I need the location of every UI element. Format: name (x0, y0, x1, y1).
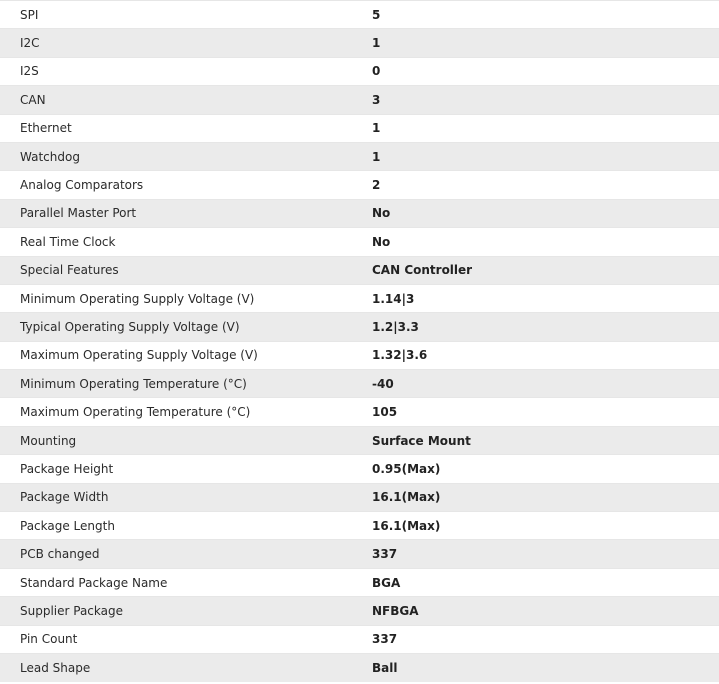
spec-label: Minimum Operating Temperature (°C) (20, 376, 247, 391)
spec-label: Mounting (20, 433, 77, 448)
spec-label: Standard Package Name (20, 575, 168, 590)
table-row (0, 597, 719, 625)
spec-label: Typical Operating Supply Voltage (V) (20, 319, 240, 334)
table-row (0, 142, 719, 170)
spec-label: I2S (20, 64, 39, 79)
spec-value: CAN Controller (372, 263, 473, 278)
spec-value: 16.1(Max) (372, 490, 441, 505)
table-row (0, 86, 719, 114)
table-row (0, 57, 719, 85)
spec-value: 0.95(Max) (372, 461, 441, 476)
spec-value: 337 (372, 547, 398, 562)
spec-value: 5 (372, 7, 381, 22)
spec-label: Pin Count (20, 632, 78, 647)
spec-label: Supplier Package (20, 603, 123, 618)
spec-label: SPI (20, 7, 39, 22)
spec-value: NFBGA (372, 603, 419, 618)
table-row (0, 512, 719, 540)
spec-label: Watchdog (20, 149, 80, 164)
spec-label: Package Height (20, 461, 114, 476)
spec-value: 1.32|3.6 (372, 348, 428, 363)
spec-value: 2 (372, 178, 381, 193)
spec-label: CAN (20, 92, 46, 107)
spec-value: 1.14|3 (372, 291, 415, 306)
spec-label: Minimum Operating Supply Voltage (V) (20, 291, 255, 306)
table-row (0, 625, 719, 653)
table-row (0, 455, 719, 483)
table-row (0, 199, 719, 227)
spec-table-body (0, 1, 719, 682)
spec-label: Package Length (20, 518, 115, 533)
table-row (0, 483, 719, 511)
table-row (0, 228, 719, 256)
spec-label: PCB changed (20, 547, 100, 562)
spec-value: Ball (372, 660, 398, 675)
spec-label: Parallel Master Port (20, 206, 137, 221)
table-row (0, 1, 719, 29)
table-row (0, 426, 719, 454)
spec-value: 3 (372, 92, 381, 107)
spec-label: Ethernet (20, 121, 72, 136)
spec-label: Package Width (20, 490, 109, 505)
table-row (0, 29, 719, 57)
table-row (0, 398, 719, 426)
table-row (0, 256, 719, 284)
spec-value: -40 (372, 376, 394, 391)
spec-label: Lead Shape (20, 660, 91, 675)
spec-value: 1 (372, 121, 381, 136)
spec-value: 1.2|3.3 (372, 319, 419, 334)
spec-label: Maximum Operating Temperature (°C) (20, 405, 251, 420)
spec-label: Maximum Operating Supply Voltage (V) (20, 348, 258, 363)
spec-value: 1 (372, 36, 381, 51)
spec-value: 337 (372, 632, 398, 647)
table-row (0, 171, 719, 199)
spec-label: Special Features (20, 263, 119, 278)
spec-value: 1 (372, 149, 381, 164)
table-row (0, 370, 719, 398)
spec-label: I2C (20, 36, 40, 51)
table-row (0, 114, 719, 142)
table-row (0, 568, 719, 596)
table-row (0, 540, 719, 568)
spec-value: No (372, 234, 391, 249)
spec-value: 0 (372, 64, 381, 79)
table-row (0, 341, 719, 369)
spec-label: Analog Comparators (20, 178, 144, 193)
spec-value: No (372, 206, 391, 221)
spec-value: 105 (372, 405, 398, 420)
spec-label: Real Time Clock (20, 234, 116, 249)
spec-value: Surface Mount (372, 433, 471, 448)
spec-value: 16.1(Max) (372, 518, 441, 533)
spec-value: BGA (372, 575, 401, 590)
table-row (0, 313, 719, 341)
table-row (0, 284, 719, 312)
table-row (0, 653, 719, 681)
